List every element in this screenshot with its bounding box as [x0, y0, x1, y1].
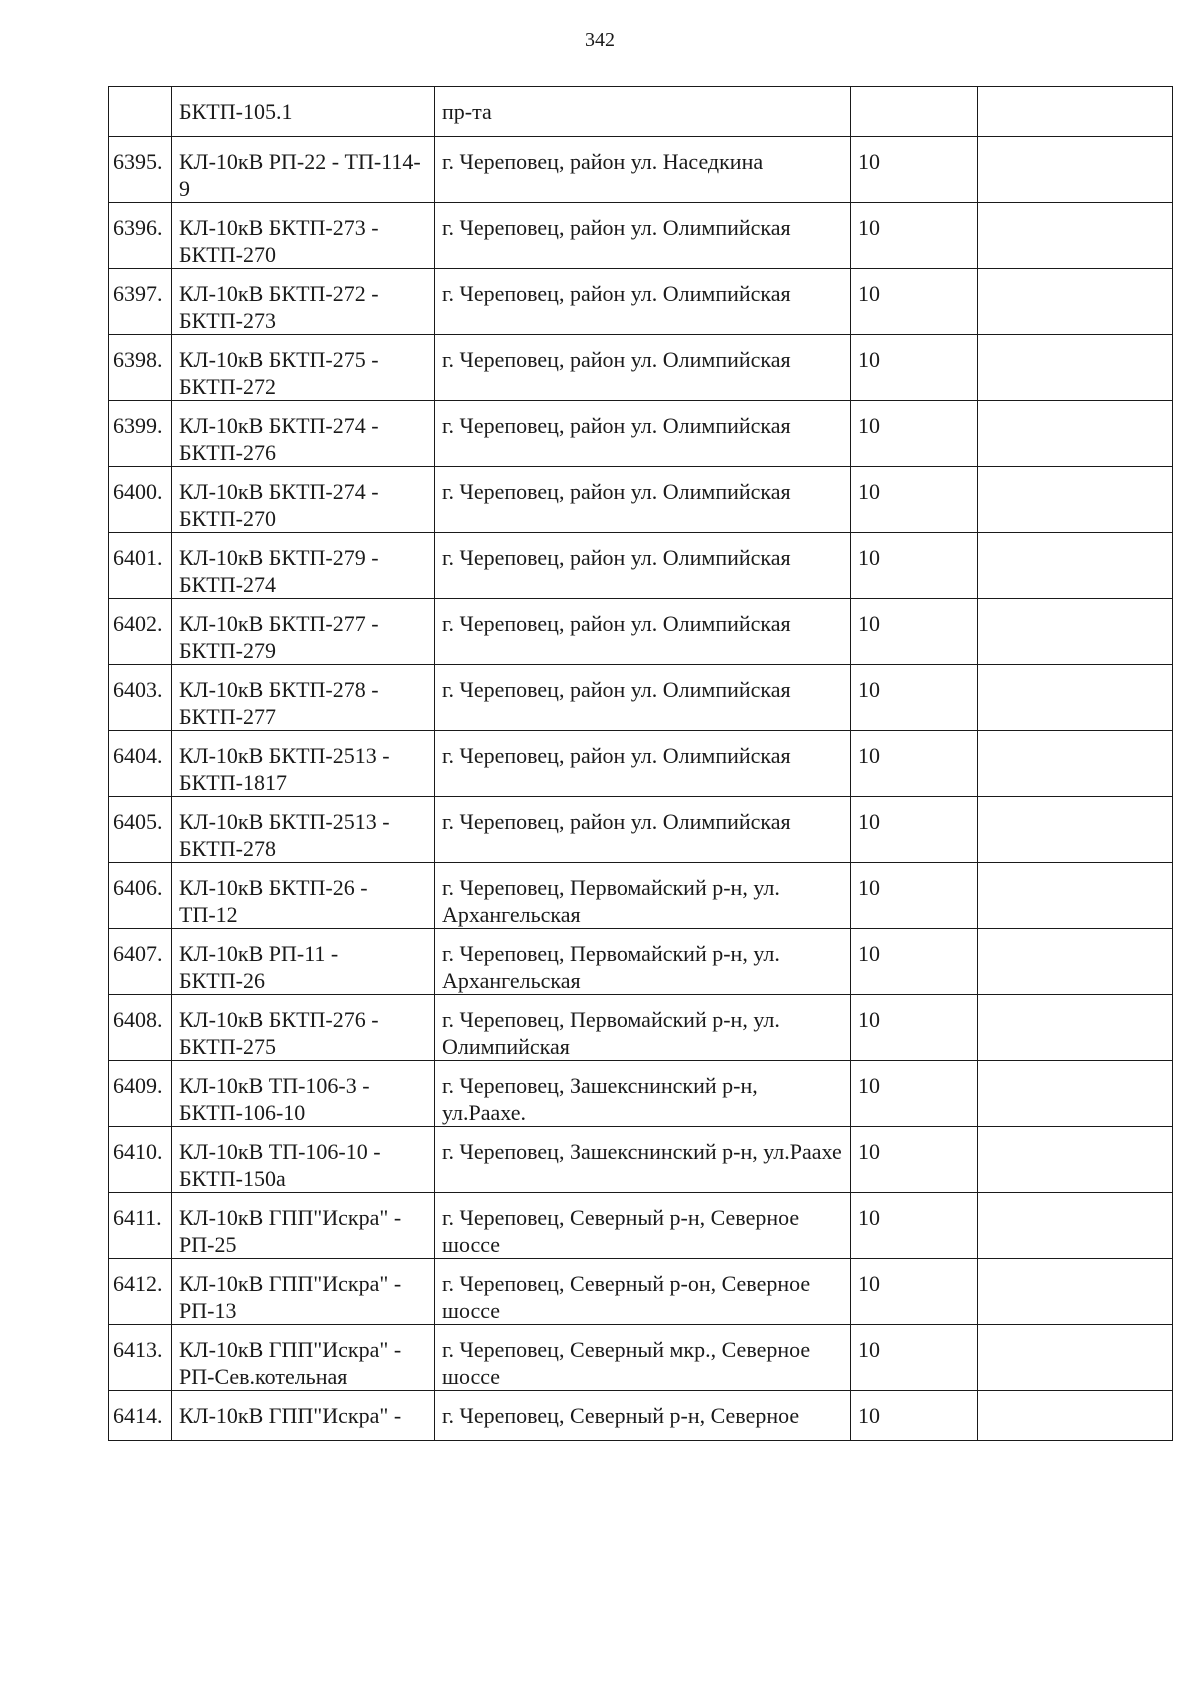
line-address: г. Череповец, район ул. Олимпийская — [435, 599, 851, 665]
cable-lines-table — [108, 86, 1173, 1441]
table-row — [109, 137, 1173, 203]
row-number: 6406. — [109, 863, 172, 929]
line-name: КЛ-10кВ БКТП-274 - БКТП-270 — [172, 467, 435, 533]
line-name: КЛ-10кВ БКТП-272 - БКТП-273 — [172, 269, 435, 335]
line-name: КЛ-10кВ ГПП"Искра" - — [172, 1391, 435, 1441]
line-note — [978, 731, 1173, 797]
line-note — [978, 863, 1173, 929]
line-name: КЛ-10кВ БКТП-26 - ТП-12 — [172, 863, 435, 929]
row-number: 6401. — [109, 533, 172, 599]
table-row — [109, 929, 1173, 995]
row-number: 6411. — [109, 1193, 172, 1259]
row-number: 6399. — [109, 401, 172, 467]
line-voltage: 10 — [851, 1325, 978, 1391]
line-name: КЛ-10кВ БКТП-274 - БКТП-276 — [172, 401, 435, 467]
line-voltage: 10 — [851, 137, 978, 203]
table-row — [109, 797, 1173, 863]
line-address: г. Череповец, район ул. Олимпийская — [435, 401, 851, 467]
row-number: 6414. — [109, 1391, 172, 1441]
table-row — [109, 401, 1173, 467]
line-address: г. Череповец, район ул. Олимпийская — [435, 467, 851, 533]
line-note — [978, 335, 1173, 401]
row-number: 6407. — [109, 929, 172, 995]
line-voltage: 10 — [851, 467, 978, 533]
line-note — [978, 467, 1173, 533]
line-note — [978, 1259, 1173, 1325]
line-address: г. Череповец, район ул. Олимпийская — [435, 269, 851, 335]
line-address: пр-та — [435, 87, 851, 137]
table-row — [109, 1127, 1173, 1193]
line-voltage: 10 — [851, 1391, 978, 1441]
line-address: г. Череповец, Северный р-н, Северное — [435, 1391, 851, 1441]
line-voltage: 10 — [851, 599, 978, 665]
line-address: г. Череповец, район ул. Олимпийская — [435, 665, 851, 731]
line-name: КЛ-10кВ РП-11 - БКТП-26 — [172, 929, 435, 995]
line-note — [978, 1061, 1173, 1127]
line-address: г. Череповец, район ул. Олимпийская — [435, 203, 851, 269]
line-name: КЛ-10кВ БКТП-273 - БКТП-270 — [172, 203, 435, 269]
table-row — [109, 335, 1173, 401]
row-number: 6400. — [109, 467, 172, 533]
line-name: КЛ-10кВ БКТП-278 - БКТП-277 — [172, 665, 435, 731]
line-note — [978, 1127, 1173, 1193]
line-note — [978, 269, 1173, 335]
line-voltage — [851, 87, 978, 137]
line-address: г. Череповец, район ул. Олимпийская — [435, 533, 851, 599]
line-voltage: 10 — [851, 1259, 978, 1325]
line-name: КЛ-10кВ БКТП-2513 - БКТП-1817 — [172, 731, 435, 797]
table-row — [109, 995, 1173, 1061]
line-note — [978, 401, 1173, 467]
row-number: 6398. — [109, 335, 172, 401]
line-note — [978, 665, 1173, 731]
line-note — [978, 1391, 1173, 1441]
row-number: 6404. — [109, 731, 172, 797]
line-voltage: 10 — [851, 533, 978, 599]
line-note — [978, 797, 1173, 863]
table-row — [109, 863, 1173, 929]
line-address: г. Череповец, Зашекснинский р-н, ул.Раахе — [435, 1127, 851, 1193]
table-row — [109, 1193, 1173, 1259]
line-voltage: 10 — [851, 797, 978, 863]
row-number — [109, 87, 172, 137]
table-row — [109, 1061, 1173, 1127]
line-note — [978, 995, 1173, 1061]
line-address: г. Череповец, Северный р-н, Северное шоссе — [435, 1193, 851, 1259]
line-voltage: 10 — [851, 335, 978, 401]
line-note — [978, 87, 1173, 137]
line-name: КЛ-10кВ ГПП"Искра" - РП-13 — [172, 1259, 435, 1325]
line-address: г. Череповец, Первомайский р-н, ул. Олимпийская — [435, 995, 851, 1061]
line-name: КЛ-10кВ ГПП"Искра" - РП-25 — [172, 1193, 435, 1259]
line-note — [978, 1193, 1173, 1259]
line-name: КЛ-10кВ БКТП-275 - БКТП-272 — [172, 335, 435, 401]
line-voltage: 10 — [851, 1127, 978, 1193]
table-row — [109, 467, 1173, 533]
line-address: г. Череповец, район ул. Наседкина — [435, 137, 851, 203]
line-address: г. Череповец, Северный р-он, Северное шоссе — [435, 1259, 851, 1325]
table-body — [109, 87, 1173, 1441]
line-address: г. Череповец, Первомайский р-н, ул. Архангельская — [435, 929, 851, 995]
line-address: г. Череповец, Северный мкр., Северное шоссе — [435, 1325, 851, 1391]
line-voltage: 10 — [851, 863, 978, 929]
line-note — [978, 599, 1173, 665]
line-voltage: 10 — [851, 1193, 978, 1259]
line-voltage: 10 — [851, 995, 978, 1061]
line-voltage: 10 — [851, 269, 978, 335]
line-address: г. Череповец, Зашекснинский р-н, ул.Раахе. — [435, 1061, 851, 1127]
line-address: г. Череповец, район ул. Олимпийская — [435, 731, 851, 797]
line-name: БКТП-105.1 — [172, 87, 435, 137]
line-note — [978, 203, 1173, 269]
table-row — [109, 665, 1173, 731]
row-number: 6410. — [109, 1127, 172, 1193]
line-address: г. Череповец, район ул. Олимпийская — [435, 335, 851, 401]
row-number: 6409. — [109, 1061, 172, 1127]
line-address: г. Череповец, район ул. Олимпийская — [435, 797, 851, 863]
line-name: КЛ-10кВ БКТП-2513 - БКТП-278 — [172, 797, 435, 863]
line-name: КЛ-10кВ БКТП-276 - БКТП-275 — [172, 995, 435, 1061]
table-row — [109, 1259, 1173, 1325]
line-name: КЛ-10кВ РП-22 - ТП-114-9 — [172, 137, 435, 203]
table-row — [109, 203, 1173, 269]
line-name: КЛ-10кВ БКТП-279 - БКТП-274 — [172, 533, 435, 599]
line-name: КЛ-10кВ ТП-106-3 - БКТП-106-10 — [172, 1061, 435, 1127]
line-voltage: 10 — [851, 203, 978, 269]
line-voltage: 10 — [851, 401, 978, 467]
line-voltage: 10 — [851, 731, 978, 797]
line-voltage: 10 — [851, 665, 978, 731]
row-number: 6408. — [109, 995, 172, 1061]
table-row — [109, 1391, 1173, 1441]
row-number: 6405. — [109, 797, 172, 863]
table-row — [109, 533, 1173, 599]
line-note — [978, 929, 1173, 995]
line-address: г. Череповец, Первомайский р-н, ул. Архангельская — [435, 863, 851, 929]
row-number: 6403. — [109, 665, 172, 731]
row-number: 6396. — [109, 203, 172, 269]
row-number: 6413. — [109, 1325, 172, 1391]
table-row — [109, 599, 1173, 665]
row-number: 6412. — [109, 1259, 172, 1325]
table-row — [109, 87, 1173, 137]
row-number: 6395. — [109, 137, 172, 203]
row-number: 6402. — [109, 599, 172, 665]
line-name: КЛ-10кВ ТП-106-10 - БКТП-150а — [172, 1127, 435, 1193]
line-note — [978, 1325, 1173, 1391]
table-row — [109, 269, 1173, 335]
row-number: 6397. — [109, 269, 172, 335]
line-name: КЛ-10кВ БКТП-277 - БКТП-279 — [172, 599, 435, 665]
table-row — [109, 731, 1173, 797]
line-note — [978, 533, 1173, 599]
table-row — [109, 1325, 1173, 1391]
page-number: 342 — [585, 29, 615, 51]
line-name: КЛ-10кВ ГПП"Искра" - РП-Сев.котельная — [172, 1325, 435, 1391]
line-voltage: 10 — [851, 929, 978, 995]
line-note — [978, 137, 1173, 203]
line-voltage: 10 — [851, 1061, 978, 1127]
